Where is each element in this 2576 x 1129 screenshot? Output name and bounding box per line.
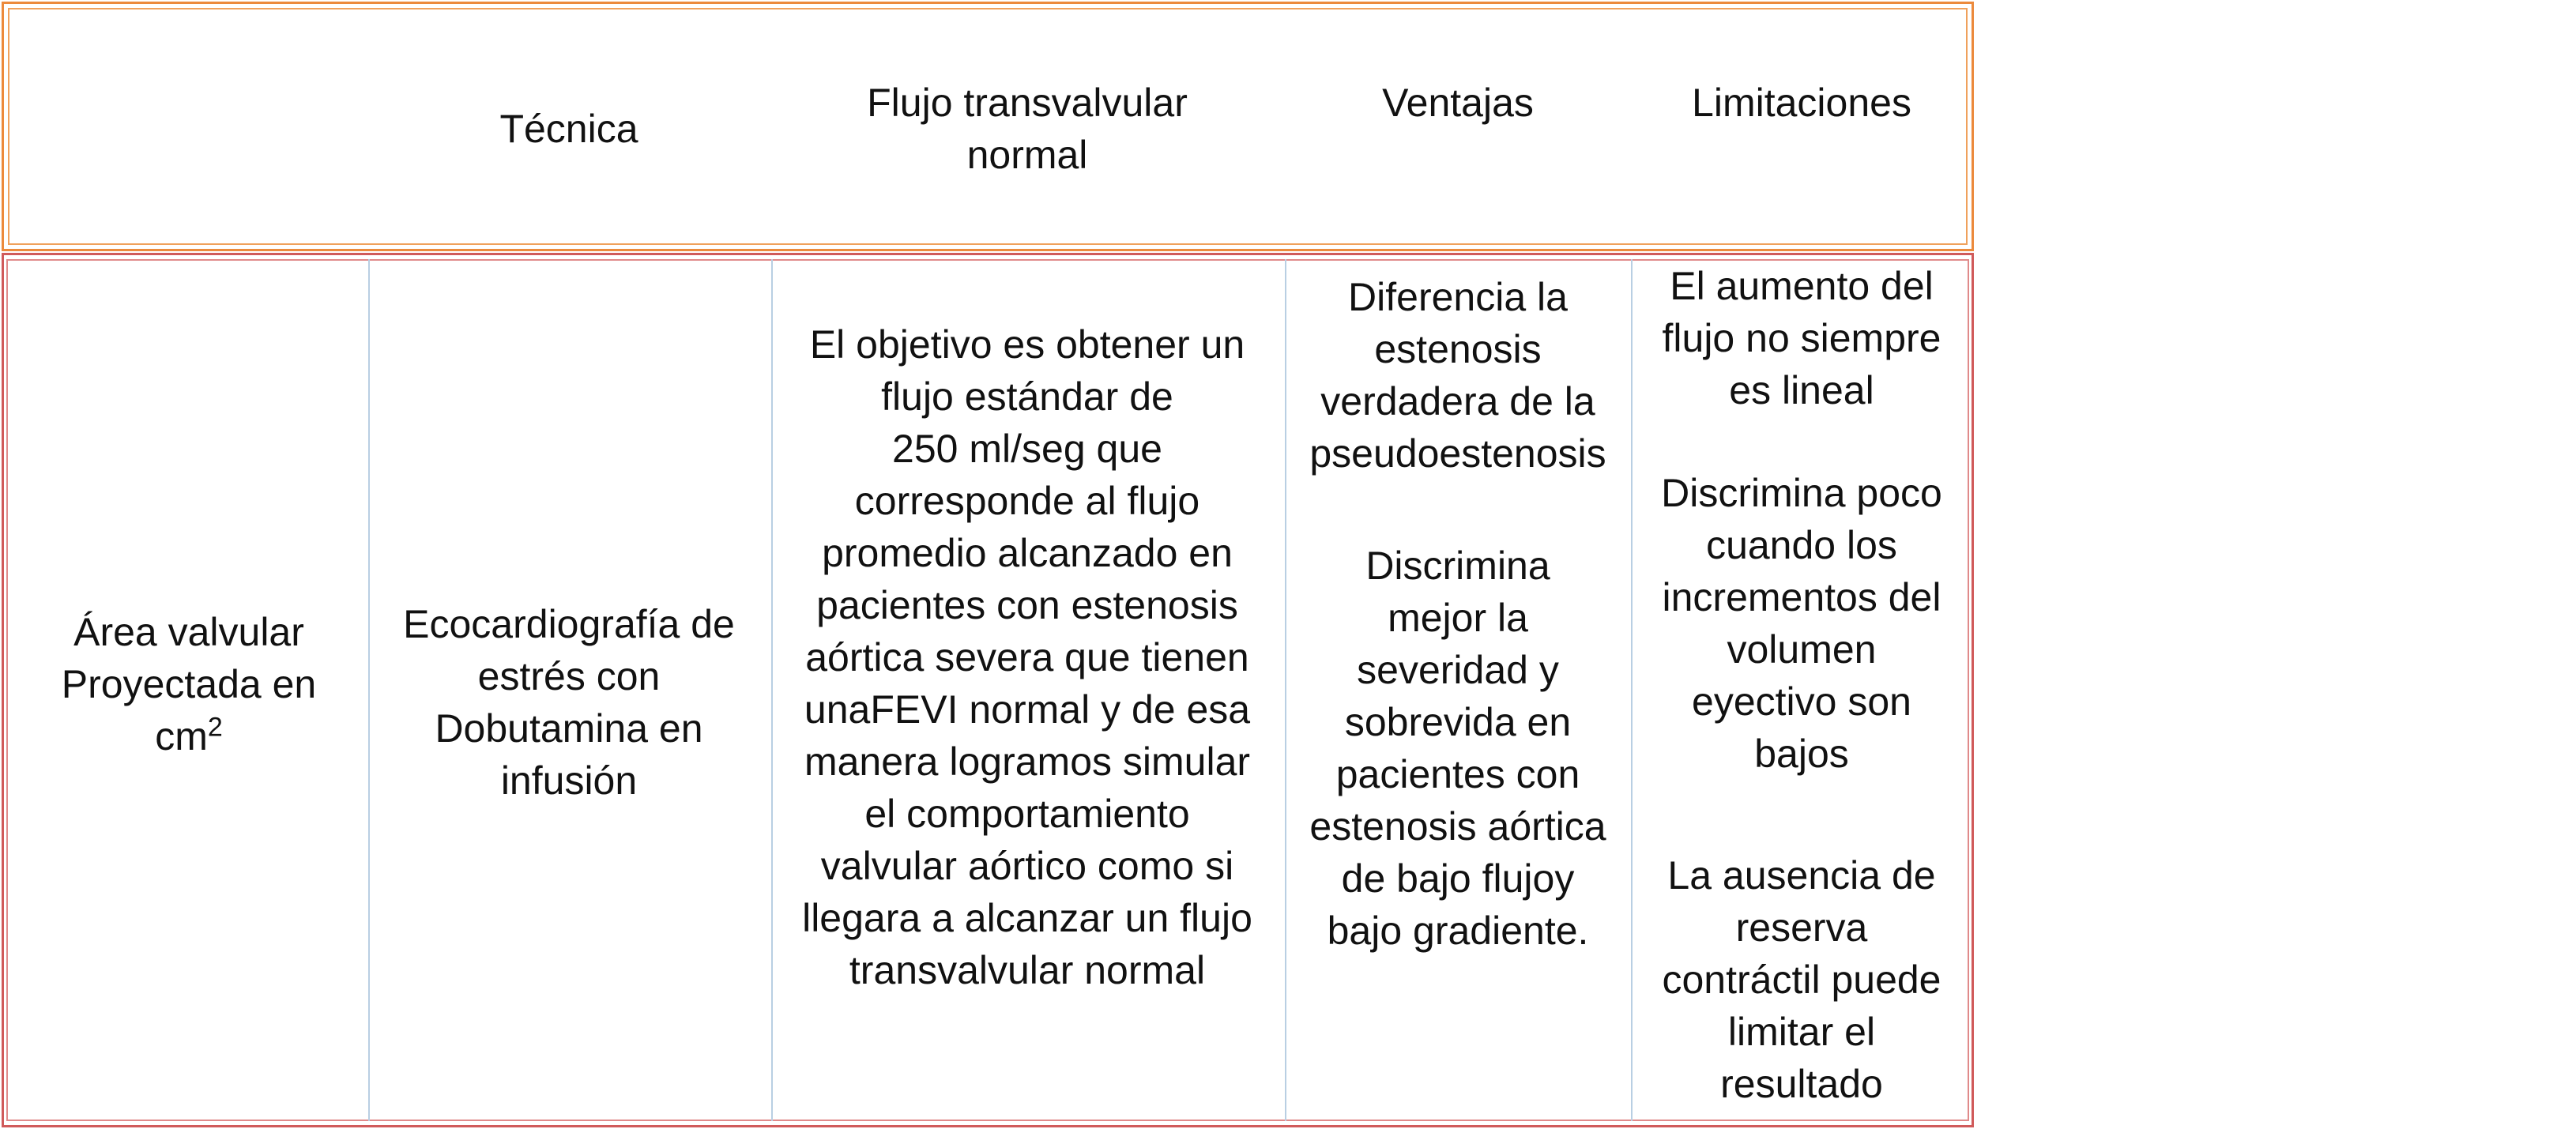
column-divider [368, 259, 370, 1121]
column-divider [1285, 259, 1286, 1121]
cell-limitaciones-3: La ausencia de reserva contráctil puede limitar el resultado [1662, 853, 1941, 1106]
cell-area-valvular [11, 606, 367, 762]
area-valvular-superscript: 2 [207, 712, 223, 743]
cell-limitaciones-1: El aumento del flujo no siempre es lineal [1662, 264, 1941, 412]
column-divider [1631, 259, 1633, 1121]
cell-limitaciones-2: Discrimina poco cuando los incrementos del volumen eyectivo son bajos [1661, 471, 1942, 776]
area-valvular-text: Área valvular Proyectada en cm [61, 610, 317, 758]
header-tecnica: Técnica [499, 107, 638, 151]
cell-ventajas-2: Discrimina mejor la severidad y sobrevida en pacientes con estenosis aórtica de bajo flujoy bajo gradiente. [1309, 544, 1606, 953]
header-ventajas: Ventajas [1382, 81, 1534, 125]
header-limitaciones: Limitaciones [1692, 81, 1911, 125]
cell-ventajas-1: Diferencia la estenosis verdadera de la pseudoestenosis [1309, 275, 1606, 476]
cell-flujo-transvalvular: El objetivo es obtener un flujo estándar de 250 ml/seg que corresponde al flujo promedio alcanzado en pacientes con estenosis aórtica severa que tienen unaFEVI normal y de esa manera logramos simular el comportamiento valvular aórtico como si llegara a alcanzar un flujo transvalvular normal [802, 322, 1252, 992]
header-flujo-transvalvular: Flujo transvalvular normal [867, 81, 1188, 177]
column-divider [771, 259, 773, 1121]
cell-tecnica: Ecocardiografía de estrés con Dobutamina en infusión [403, 602, 735, 803]
